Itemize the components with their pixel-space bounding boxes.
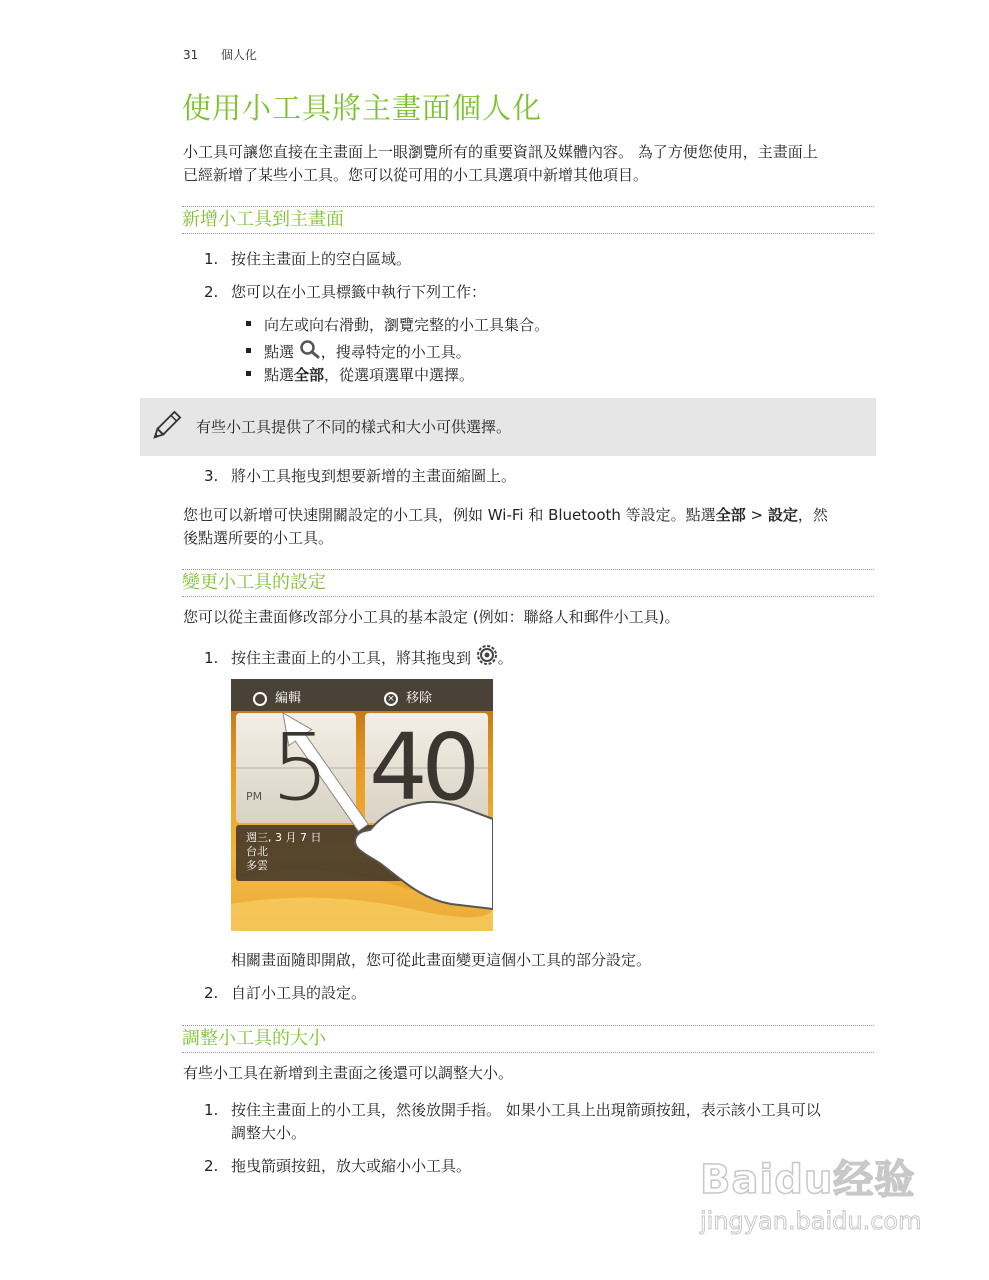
step-1	[204, 248, 411, 271]
close-icon: ×	[384, 692, 398, 706]
paragraph-line-1	[183, 504, 883, 527]
bold-settings: 設定	[767, 506, 798, 524]
text-segment: 您也可以新增可快速開關設定的小工具，例如 Wi-Fi 和 Bluetooth 等設定。點選	[183, 506, 716, 524]
remove-target	[384, 687, 432, 706]
step-2	[204, 281, 486, 304]
gear-icon	[253, 692, 267, 706]
widget-screenshot	[231, 679, 493, 931]
watermark-url: jingyan.baidu.com	[700, 1207, 922, 1235]
text-separator: >	[745, 506, 768, 524]
step-1-drag	[204, 644, 513, 673]
step-text: 按住主畫面上的空白區域。	[231, 250, 412, 268]
bold-all: 全部	[715, 506, 746, 524]
caption: 相關畫面隨即開啟，您可從此畫面變更這個小工具的部分設定。	[231, 951, 652, 969]
step-number: 2.	[204, 1157, 219, 1175]
weather-info	[246, 831, 321, 873]
step-2-drag-arrow	[204, 1155, 471, 1178]
bullet-search	[246, 339, 471, 366]
weather-city: 台北	[246, 845, 268, 858]
step-text: 自訂小工具的設定。	[231, 984, 367, 1002]
text-segment: ，然	[797, 506, 828, 524]
section-heading-change-settings: 變更小工具的設定	[182, 569, 874, 597]
bullet-marker	[246, 348, 251, 353]
bold-all: 全部	[294, 366, 325, 384]
bullet-swipe	[246, 314, 549, 337]
section-heading-resize: 調整小工具的大小	[182, 1025, 874, 1053]
intro-line-1: 小工具可讓您直接在主畫面上一眼瀏覽所有的重要資訊及媒體內容。 為了方便您使用，主畫面上	[183, 143, 818, 161]
step-suffix: 。	[497, 649, 513, 667]
pencil-icon	[148, 408, 184, 448]
weather-condition: 多雲	[246, 859, 268, 872]
bullet-text-post: ，搜尋特定的小工具。	[320, 343, 471, 361]
step-2-customize	[204, 982, 366, 1005]
step-number: 3.	[204, 467, 219, 485]
bullet-text-pre: 點選	[264, 366, 295, 384]
step-number: 2.	[204, 283, 219, 301]
step-number: 2.	[204, 984, 219, 1002]
running-header	[183, 46, 257, 63]
note-box	[140, 398, 876, 456]
quick-settings-paragraph	[183, 504, 883, 550]
section3-intro: 有些小工具在新增到主畫面之後還可以調整大小。	[183, 1064, 514, 1082]
step-number: 1.	[204, 649, 219, 667]
search-icon	[299, 339, 321, 366]
bullet-marker	[246, 371, 251, 376]
intro-paragraph	[183, 141, 883, 187]
bullet-text: 向左或向右滑動，瀏覽完整的小工具集合。	[264, 316, 550, 334]
step-text-line-2: 調整大小。	[231, 1124, 307, 1142]
step-text: 您可以在小工具標籤中執行下列工作：	[231, 283, 487, 301]
edit-target	[253, 687, 301, 706]
intro-line-2: 已經新增了某些小工具。您可以從可用的小工具選項中新增其他項目。	[183, 166, 649, 184]
bullet-text-pre: 點選	[264, 343, 295, 361]
step-1-resize	[204, 1099, 821, 1145]
section-heading-add-widget: 新增小工具到主畫面	[182, 206, 874, 234]
step-number: 1.	[204, 1101, 219, 1119]
step-text: 將小工具拖曳到想要新增的主畫面縮圖上。	[231, 467, 517, 485]
section2-intro: 您可以從主畫面修改部分小工具的基本設定 (例如：聯絡人和郵件小工具)。	[183, 608, 680, 626]
step-text: 按住主畫面上的小工具，將其拖曳到	[231, 649, 472, 667]
clock-minutes: 40	[369, 714, 475, 821]
step-text-line-1: 按住主畫面上的小工具，然後放開手指。 如果小工具上出現箭頭按鈕，表示該小工具可以	[231, 1101, 821, 1119]
weather-date: 週三, 3 月 7 日	[246, 831, 322, 844]
step-3	[204, 465, 516, 488]
clock-hour: 5	[271, 714, 330, 821]
chapter-name: 個人化	[220, 48, 257, 62]
page-number: 31	[183, 48, 199, 62]
gear-icon	[476, 644, 498, 673]
bullet-all	[246, 364, 474, 387]
watermark-brand: Baidu经验	[700, 1157, 916, 1203]
remove-label: 移除	[406, 691, 433, 706]
bullet-text-post: ，從選項選單中選擇。	[324, 366, 475, 384]
note-text: 有些小工具提供了不同的樣式和大小可供選擇。	[196, 418, 512, 436]
paragraph-line-2: 後點選所要的小工具。	[183, 529, 334, 547]
page-title: 使用小工具將主畫面個人化	[182, 91, 543, 125]
edit-label: 編輯	[275, 691, 302, 706]
step-number: 1.	[204, 250, 219, 268]
step-text: 拖曳箭頭按鈕，放大或縮小小工具。	[231, 1157, 472, 1175]
bullet-marker	[246, 321, 251, 326]
baidu-watermark	[700, 1148, 921, 1235]
clock-ampm: PM	[246, 790, 263, 803]
